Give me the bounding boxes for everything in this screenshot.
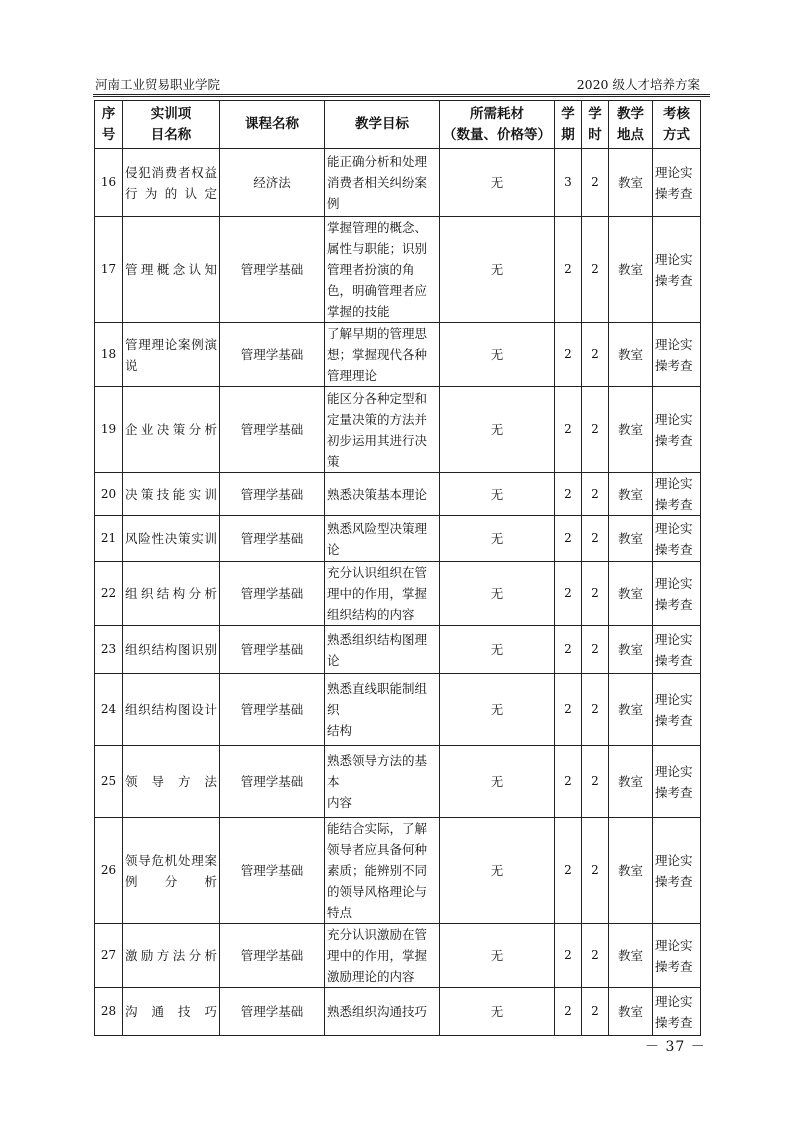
- cell-materials: 无: [440, 674, 555, 746]
- table-row: [95, 217, 701, 323]
- cell-seq: 28: [95, 988, 123, 1036]
- cell-materials: 无: [440, 217, 555, 323]
- cell-assess: 理论实操考查: [653, 818, 701, 924]
- cell-place: 教室: [609, 473, 653, 516]
- cell-term: 2: [555, 217, 582, 323]
- cell-goal: 充分认识组织在管理中的作用，掌握组织结构的内容: [325, 562, 440, 626]
- cell-place: 教室: [609, 626, 653, 674]
- cell-term: 2: [555, 746, 582, 818]
- cell-course: 管理学基础: [220, 924, 325, 988]
- cell-course: 管理学基础: [220, 387, 325, 473]
- col-header-seq: 序 号: [95, 101, 123, 149]
- cell-place: 教室: [609, 149, 653, 217]
- cell-project: 管理概念认知: [123, 217, 220, 323]
- cell-term: 3: [555, 149, 582, 217]
- header-document-title: 2020 级人才培养方案: [576, 77, 700, 92]
- cell-seq: 17: [95, 217, 123, 323]
- cell-course: 管理学基础: [220, 818, 325, 924]
- cell-hours: 2: [582, 924, 609, 988]
- table-row: [95, 387, 701, 473]
- col-header-place: 教学 地点: [609, 101, 653, 149]
- cell-term: 2: [555, 818, 582, 924]
- cell-hours: 2: [582, 516, 609, 562]
- cell-place: 教室: [609, 674, 653, 746]
- cell-assess: 理论实操考查: [653, 924, 701, 988]
- cell-term: 2: [555, 516, 582, 562]
- cell-materials: 无: [440, 387, 555, 473]
- table-row: [95, 988, 701, 1036]
- cell-seq: 20: [95, 473, 123, 516]
- cell-course: 管理学基础: [220, 323, 325, 387]
- cell-term: 2: [555, 988, 582, 1036]
- cell-term: 2: [555, 562, 582, 626]
- table-row: [95, 323, 701, 387]
- cell-seq: 16: [95, 149, 123, 217]
- cell-term: 2: [555, 924, 582, 988]
- cell-seq: 27: [95, 924, 123, 988]
- cell-goal: 能结合实际，了解领导者应具备何种素质；能辨别不同的领导风格理论与特点: [325, 818, 440, 924]
- cell-assess: 理论实操考查: [653, 562, 701, 626]
- cell-seq: 18: [95, 323, 123, 387]
- cell-seq: 23: [95, 626, 123, 674]
- cell-seq: 26: [95, 818, 123, 924]
- table-row: [95, 674, 701, 746]
- cell-assess: 理论实操考查: [653, 626, 701, 674]
- cell-goal: 了解早期的管理思想；掌握现代各种管理理论: [325, 323, 440, 387]
- cell-materials: 无: [440, 626, 555, 674]
- cell-seq: 19: [95, 387, 123, 473]
- header-school-name: 河南工业贸易职业学院: [95, 77, 221, 92]
- cell-term: 2: [555, 626, 582, 674]
- cell-materials: 无: [440, 818, 555, 924]
- cell-materials: 无: [440, 746, 555, 818]
- cell-hours: 2: [582, 149, 609, 217]
- cell-course: 管理学基础: [220, 473, 325, 516]
- cell-assess: 理论实操考查: [653, 988, 701, 1036]
- cell-project: 管理理论案例演说: [123, 323, 220, 387]
- cell-seq: 22: [95, 562, 123, 626]
- cell-project: 风险性决策实训: [123, 516, 220, 562]
- col-header-course: 课程名称: [220, 101, 325, 149]
- table-row: [95, 562, 701, 626]
- cell-project: 组织结构分析: [123, 562, 220, 626]
- cell-assess: 理论实操考查: [653, 323, 701, 387]
- cell-hours: 2: [582, 746, 609, 818]
- cell-project: 企业决策分析: [123, 387, 220, 473]
- cell-goal: 能区分各种定型和定量决策的方法并初步运用其进行决策: [325, 387, 440, 473]
- cell-project: 组织结构图设计: [123, 674, 220, 746]
- cell-assess: 理论实操考查: [653, 674, 701, 746]
- col-header-materials: 所需耗材 （数量、价格等）: [440, 101, 555, 149]
- table-row: [95, 473, 701, 516]
- cell-place: 教室: [609, 924, 653, 988]
- cell-project: 侵犯消费者权益行为的认定: [123, 149, 220, 217]
- cell-hours: 2: [582, 323, 609, 387]
- cell-hours: 2: [582, 473, 609, 516]
- cell-course: 管理学基础: [220, 516, 325, 562]
- cell-assess: 理论实操考查: [653, 387, 701, 473]
- cell-goal: 熟悉风险型决策理论: [325, 516, 440, 562]
- cell-goal: 能正确分析和处理消费者相关纠纷案例: [325, 149, 440, 217]
- cell-term: 2: [555, 387, 582, 473]
- cell-hours: 2: [582, 818, 609, 924]
- cell-materials: 无: [440, 323, 555, 387]
- cell-goal: 熟悉领导方法的基本 内容: [325, 746, 440, 818]
- cell-term: 2: [555, 323, 582, 387]
- cell-course: 经济法: [220, 149, 325, 217]
- cell-goal: 充分认识激励在管理中的作用，掌握激励理论的内容: [325, 924, 440, 988]
- cell-seq: 25: [95, 746, 123, 818]
- cell-project: 激励方法分析: [123, 924, 220, 988]
- cell-term: 2: [555, 674, 582, 746]
- cell-term: 2: [555, 473, 582, 516]
- cell-assess: 理论实操考查: [653, 473, 701, 516]
- cell-materials: 无: [440, 562, 555, 626]
- cell-place: 教室: [609, 988, 653, 1036]
- cell-materials: 无: [440, 473, 555, 516]
- cell-course: 管理学基础: [220, 988, 325, 1036]
- cell-goal: 熟悉直线职能制组织 结构: [325, 674, 440, 746]
- table-row: [95, 818, 701, 924]
- cell-goal: 掌握管理的概念、属性与职能；识别管理者扮演的角色，明确管理者应掌握的技能: [325, 217, 440, 323]
- cell-project: 决策技能实训: [123, 473, 220, 516]
- cell-goal: 熟悉组织结构图理论: [325, 626, 440, 674]
- cell-goal: 熟悉决策基本理论: [325, 473, 440, 516]
- table-header-row: [95, 101, 701, 149]
- cell-hours: 2: [582, 562, 609, 626]
- table-row: [95, 924, 701, 988]
- cell-materials: 无: [440, 924, 555, 988]
- cell-seq: 21: [95, 516, 123, 562]
- cell-project: 沟通技巧: [123, 988, 220, 1036]
- cell-assess: 理论实操考查: [653, 516, 701, 562]
- col-header-hours: 学 时: [582, 101, 609, 149]
- cell-goal: 熟悉组织沟通技巧: [325, 988, 440, 1036]
- cell-course: 管理学基础: [220, 217, 325, 323]
- table-row: [95, 626, 701, 674]
- col-header-project: 实训项 目名称: [123, 101, 220, 149]
- cell-assess: 理论实操考查: [653, 217, 701, 323]
- cell-course: 管理学基础: [220, 746, 325, 818]
- page-number: － 37 －: [645, 1039, 706, 1055]
- cell-place: 教室: [609, 818, 653, 924]
- cell-seq: 24: [95, 674, 123, 746]
- training-project-table: [94, 100, 701, 1036]
- col-header-assess: 考核 方式: [653, 101, 701, 149]
- cell-hours: 2: [582, 626, 609, 674]
- cell-place: 教室: [609, 323, 653, 387]
- cell-hours: 2: [582, 387, 609, 473]
- cell-course: 管理学基础: [220, 626, 325, 674]
- table-row: [95, 516, 701, 562]
- cell-materials: 无: [440, 516, 555, 562]
- col-header-goal: 教学目标: [325, 101, 440, 149]
- cell-assess: 理论实操考查: [653, 746, 701, 818]
- header-rule: [93, 94, 710, 95]
- cell-assess: 理论实操考查: [653, 149, 701, 217]
- cell-materials: 无: [440, 988, 555, 1036]
- table-row: [95, 746, 701, 818]
- cell-hours: 2: [582, 217, 609, 323]
- cell-place: 教室: [609, 562, 653, 626]
- cell-hours: 2: [582, 674, 609, 746]
- cell-place: 教室: [609, 516, 653, 562]
- cell-project: 组织结构图识别: [123, 626, 220, 674]
- cell-project: 领导方法: [123, 746, 220, 818]
- cell-place: 教室: [609, 217, 653, 323]
- cell-course: 管理学基础: [220, 674, 325, 746]
- cell-project: 领导危机处理案例分析: [123, 818, 220, 924]
- cell-materials: 无: [440, 149, 555, 217]
- cell-place: 教室: [609, 746, 653, 818]
- col-header-term: 学 期: [555, 101, 582, 149]
- table-row: [95, 149, 701, 217]
- cell-place: 教室: [609, 387, 653, 473]
- cell-hours: 2: [582, 988, 609, 1036]
- header-rule-double: [93, 96, 710, 97]
- cell-course: 管理学基础: [220, 562, 325, 626]
